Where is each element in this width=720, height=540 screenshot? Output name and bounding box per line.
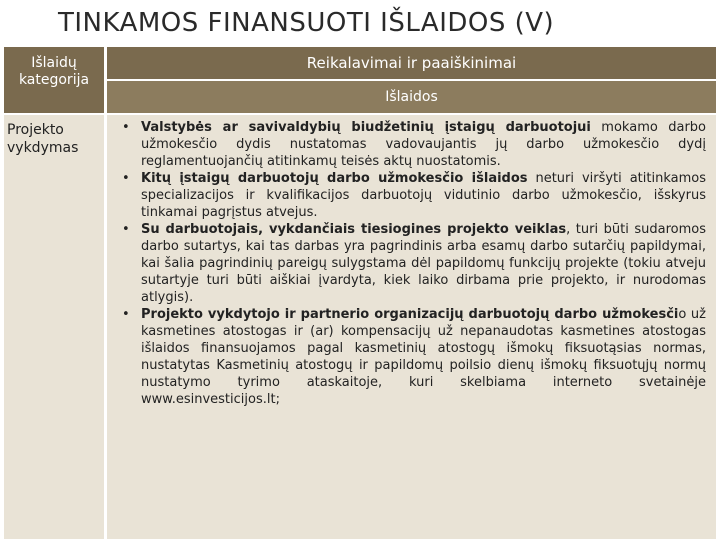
- list-item: [119, 119, 706, 170]
- list-item: [119, 221, 706, 306]
- header-category: Išlaidų kategorija: [4, 47, 104, 113]
- header-subheader: Išlaidos: [107, 81, 716, 113]
- item-text: mokamo darbo užmokesčio dydis nustatomas vadovaujantis jų darbo užmokesčio dydį reglamentuojančių atitinkamų teisės aktų nuostatomis.: [141, 120, 706, 169]
- header-right: [107, 47, 716, 113]
- requirements-cell: [107, 115, 716, 539]
- list-item: [119, 170, 706, 221]
- table-header-row: [4, 47, 716, 113]
- page-title: TINKAMOS FINANSUOTI IŠLAIDOS (V): [58, 8, 555, 38]
- item-text: neturi viršyti atitinkamos specializacijos ir kvalifikacijos darbuotojų vidutinio darbo užmokesčio, išskyrus tinkamai pagrįstus atvejus.: [141, 171, 706, 220]
- item-bold-text: Su darbuotojais, vykdančiais tiesiogines projekto veiklas: [141, 222, 567, 237]
- list-item: [119, 306, 706, 408]
- requirements-list: [119, 119, 706, 408]
- item-bold-text: Valstybės ar savivaldybių biudžetinių įstaigų darbuotojui: [141, 120, 591, 135]
- table-row: [4, 115, 716, 539]
- category-cell: Projekto vykdymas: [4, 115, 104, 539]
- item-text: , turi būti sudaromos darbo sutartys, kai tas darbas yra pagrindinis arba esamų darbo sutarčių papildymai, kai šalia pagrindinių pareigų sulygstama dėl papildomų funkcijų projekte (tokiu atveju sutartyje turi būti aiškiai įvardyta, kiek laiko dirbama prie projekto, ir nurodomas atlygis).: [141, 222, 707, 305]
- item-bold-text: Kitų įstaigų darbuotojų darbo užmokesčio išlaidos: [141, 171, 528, 186]
- item-bold-text: Projekto vykdytojo ir partnerio organizacijų darbuotojų darbo užmokesči: [141, 307, 679, 322]
- item-text: o už kasmetines atostogas ir (ar) kompensacijų už nepanaudotas kasmetines atostogas išlaidos finansuojamos pagal kasmetinių atostogų išmokų fiksuotąsias normas, nustatytas Kasmetinių atostogų ir papildomų poilsio dienų išmokų fiksuotųjų normų nustatymo tyrimo ataskaitoje, kuri skelbiama interneto svetainėje www.esinvesticijos.lt;: [141, 307, 706, 407]
- requirements-table: [4, 47, 716, 539]
- header-requirements: Reikalavimai ir paaiškinimai: [107, 47, 716, 79]
